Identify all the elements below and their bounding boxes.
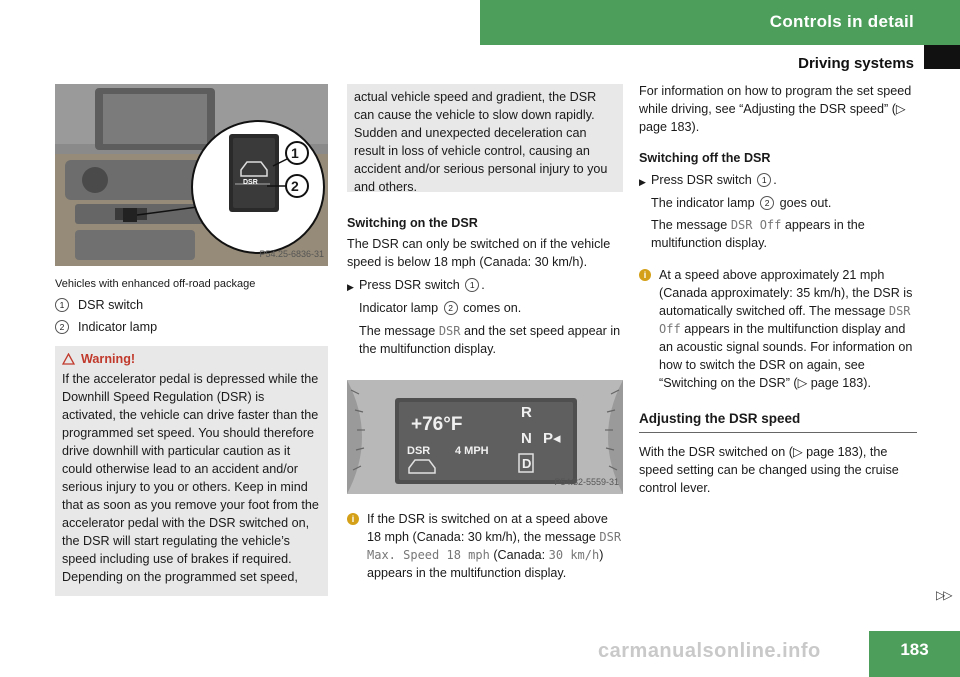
column-middle [347,84,623,582]
instruction-step: ▶ Press DSR switch 1 . [347,276,623,296]
info-note: i If the DSR is switched on at a speed above 18 mph (Canada: 30 km/h), the message DSR Max. Speed 18 mph (Canada: 30 km/h) appears in the multifunction display. [347,510,623,582]
warning-text: If the accelerator pedal is depressed while the Downhill Speed Regulation (DSR) is activated, the vehicle can drive faster than the programmed set speed. You should therefore drive downhill with particular caution as it could otherwise lead to an accident and/or serious injury to you or others. Keep in mind that as soon as you remove your foot from the accelerator pedal with the DSR switched on, the DSR will start regulating the vehicle’s speed including use of brakes if required. Depending on the programmed set speed, [62,372,319,584]
warning-text-continued: actual vehicle speed and gradient, the DSR can cause the vehicle to slow down rapidly. Sudden and unexpected deceleration can result in loss of vehicle control, causing an accident and/or serious personal injury to you and others. [354,90,608,194]
callout-2: 2 [291,178,299,194]
step-message: The message DSR Off appears in the multifunction display. [651,218,865,250]
dsr-switch-photo [55,84,328,266]
info-note: i At a speed above approximately 21 mph (Canada approximately: 35 km/h), the DSR is automatically switched off. The message DSR Off appears in the multifunction display and an acoustic signal sounds. For information on how to switch the DSR on again, see “Switching on the DSR” (▷ page 183). [639,266,917,392]
step-result: The indicator lamp 2 goes out. [651,196,832,210]
page-number-box [869,631,960,677]
gear-d: D [522,456,532,471]
page-number: 183 [900,640,929,659]
column-left [55,84,328,596]
step-arrow-icon: ▶ [347,282,354,292]
gear-p: P◂ [543,430,561,447]
watermark: carmanualsonline.info [598,640,821,662]
header-tab-marker [924,45,960,69]
gear-r: R [521,404,532,421]
warning-box [55,346,328,596]
display-dsr: DSR [407,445,431,457]
step-result: Indicator lamp 2 comes on. [359,301,522,315]
display-speed: 4 MPH [455,445,489,457]
instruction-step: ▶ Press DSR switch 1 . [639,171,917,191]
callout-1: 1 [291,145,299,161]
info-icon: i [639,269,651,281]
display-temperature: +76°F [411,414,463,435]
ref-number: 2 [760,196,774,210]
warning-box-continued [347,84,623,192]
info-icon: i [347,513,359,525]
legend-item: 2 Indicator lamp [55,318,328,336]
section-title: Controls in detail [769,12,914,31]
paragraph-program-info: For information on how to program the set speed while driving, see “Adjusting the DSR speed” (▷ page 183). [639,84,912,134]
image-code: P54.32-5559-31 [554,477,619,487]
paragraph-intro: The DSR can only be switched on if the vehicle speed is below 18 mph (Canada: 30 km/h). [347,237,611,269]
step-message: The message DSR and the set speed appear in the multifunction display. [359,324,621,356]
image-code: P54.25-6836-31 [259,249,324,259]
subsection-title: Driving systems [798,55,914,72]
ref-number: 2 [444,301,458,315]
ref-number: 1 [757,173,771,187]
heading-adjusting-dsr-speed: Adjusting the DSR speed [639,410,917,433]
warning-title: Warning! [81,352,136,366]
legend-item: 1 DSR switch [55,296,328,314]
heading-switching-off: Switching off the DSR [639,151,771,165]
dsr-switch-label: DSR [243,179,258,186]
multifunction-display-photo [347,380,623,494]
gear-n: N [521,430,532,447]
heading-switching-on: Switching on the DSR [347,216,478,230]
continue-arrows-icon: ▷▷ [936,588,951,602]
step-arrow-icon: ▶ [639,177,646,187]
paragraph-adjusting: With the DSR switched on (▷ page 183), the speed setting can be changed using the cruise control lever. [639,445,899,495]
column-right [639,82,917,497]
image-caption: Vehicles with enhanced off-road package [55,278,256,290]
warning-triangle-icon [62,353,75,365]
ref-number: 1 [465,278,479,292]
